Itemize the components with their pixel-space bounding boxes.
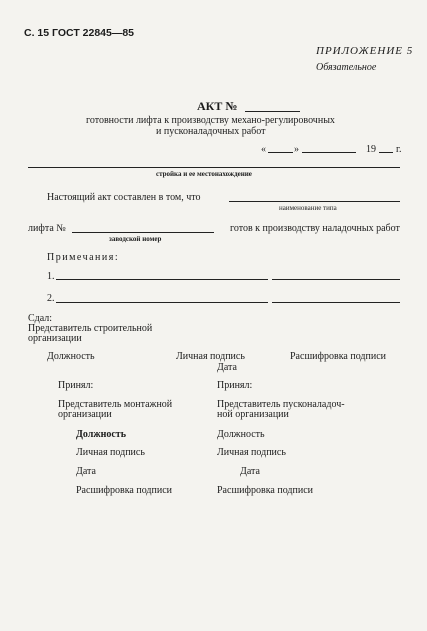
signature-left: Личная подпись (76, 447, 145, 458)
date-left: Дата (76, 466, 96, 477)
page-reference: С. 15 ГОСТ 22845—85 (24, 27, 135, 39)
handover-position: Должность (47, 351, 95, 362)
decoding-right: Расшифровка подписи (217, 485, 313, 496)
date-month-line (302, 152, 356, 153)
serial-number-caption: заводской номер (109, 235, 162, 243)
install-rep-line1: Представитель монтажной (58, 399, 173, 410)
commission-rep-line1: Представитель пусконаладоч- (217, 399, 345, 410)
date-right: Дата (240, 466, 260, 477)
note-item-2-line-b (272, 302, 400, 303)
handover-personal-signature: Личная подпись (176, 351, 245, 362)
builder-rep-line2: организации (28, 333, 82, 344)
serial-number-line (72, 232, 214, 233)
install-rep-line2: организации (58, 409, 112, 420)
handover-signature-decoding: Расшифровка подписи (290, 351, 386, 362)
position-right: Должность (217, 429, 265, 440)
note-item-1-number: 1. (47, 271, 55, 282)
lift-label: лифта № (28, 223, 66, 234)
act-number-line (245, 111, 300, 112)
date-close-quote: » (294, 144, 299, 155)
handed-label: Сдал: (28, 313, 53, 324)
composed-statement: Настоящий акт составлен в том, что (47, 192, 201, 203)
accepted-label-right: Принял: (217, 380, 253, 391)
signature-right: Личная подпись (217, 447, 286, 458)
note-item-2-line-a (56, 302, 268, 303)
accepted-label-left: Принял: (58, 380, 94, 391)
note-item-1-line-a (56, 279, 268, 280)
appendix-status: Обязательное (316, 62, 377, 73)
site-line (28, 167, 400, 168)
date-year-suffix: г. (396, 144, 402, 155)
act-subtitle-line1: готовности лифта к производству механо-регулировочных (86, 115, 335, 126)
act-subtitle-line2: и пусконаладочных работ (156, 126, 266, 137)
date-open-quote: « (261, 144, 266, 155)
notes-title: Примечания: (47, 252, 120, 263)
appendix-title: ПРИЛОЖЕНИЕ 5 (316, 45, 414, 57)
ready-statement: готов к производству наладочных работ (230, 223, 400, 234)
commission-rep-line2: ной организации (217, 409, 289, 420)
date-year-prefix: 19 (366, 144, 376, 155)
date-day-line (268, 152, 293, 153)
position-left: Должность (76, 429, 127, 440)
handover-date: Дата (217, 362, 237, 373)
builder-rep-line1: Представитель строительной (28, 323, 153, 334)
note-item-2-number: 2. (47, 293, 55, 304)
site-caption: стройка и ее местонахождение (156, 170, 252, 178)
elevator-type-caption: наименование типа (279, 204, 337, 212)
act-title: АКТ № (197, 99, 238, 113)
decoding-left: Расшифровка подписи (76, 485, 172, 496)
note-item-1-line-b (272, 279, 400, 280)
elevator-type-line (229, 201, 400, 202)
date-year-line (379, 152, 393, 153)
